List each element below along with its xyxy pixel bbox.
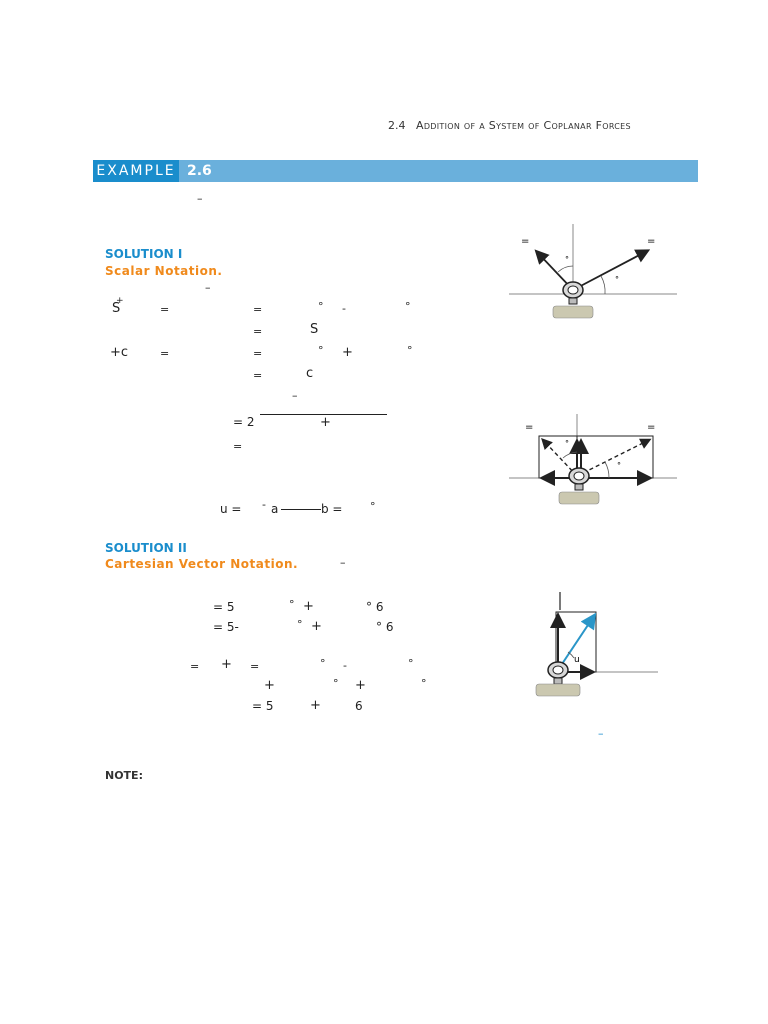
angle-2-deg: °: [615, 275, 619, 284]
angle-arc-1: [563, 452, 577, 458]
resultant-eq2: =: [233, 440, 243, 453]
figure-components: [505, 412, 685, 510]
example-bar: [93, 160, 698, 182]
solution-2-subtitle: Cartesian Vector Notation.: [105, 557, 299, 571]
ground-support: [536, 684, 580, 696]
fx-deg1: °: [318, 300, 324, 313]
eye-bolt: [569, 468, 589, 490]
angle-arc-1: [558, 266, 573, 272]
fy-result-eq: =: [253, 369, 263, 382]
f2-eq-label: =: [647, 236, 656, 247]
theta-label: u: [574, 655, 580, 665]
example-number: 2.6: [187, 163, 212, 179]
f1-plus: +: [303, 599, 314, 614]
fr-minus: -: [343, 659, 347, 672]
resultant-dash: –: [292, 389, 298, 402]
solution-1-subtitle: Scalar Notation.: [105, 264, 223, 278]
f2-plus: +: [311, 619, 322, 634]
angle-arc-2: [601, 276, 605, 294]
f1-deg2: ° 6: [366, 600, 384, 614]
tan-inverse: -: [262, 498, 266, 511]
fx-result-dir: S: [310, 322, 319, 337]
frr-plus: +: [310, 698, 321, 713]
f1-eq-label: =: [521, 236, 530, 247]
f2-eq-label: =: [647, 422, 656, 433]
resultant-eq: = 2: [233, 415, 255, 429]
solution-2-title: SOLUTION II: [105, 541, 187, 555]
frj-deg2: °: [421, 677, 427, 690]
fy-lhs: +c: [110, 345, 129, 360]
fx-minus: -: [342, 302, 346, 315]
theta-lhs: u =: [220, 502, 242, 516]
f1-eq: = 5: [213, 600, 235, 614]
eye-bolt: [563, 282, 583, 304]
fy-deg2: °: [407, 344, 413, 357]
fx-eq2: =: [253, 303, 263, 316]
solution-2-dash: –: [340, 556, 346, 569]
figure-resultant: [530, 588, 662, 698]
fr-deg2: °: [408, 657, 414, 670]
section-number: 2.4: [388, 119, 406, 132]
fy-deg1: °: [318, 344, 324, 357]
angle-arc-2: [605, 462, 609, 478]
fx-arrow: +: [116, 296, 124, 306]
f2-deg2: ° 6: [376, 620, 394, 634]
fy-plus: +: [342, 345, 353, 360]
force-f2-arrow: [573, 251, 647, 290]
angle-1-deg: °: [565, 255, 569, 264]
fraction-bar: [281, 509, 321, 510]
frj-deg: °: [333, 677, 339, 690]
solution-1-title: SOLUTION I: [105, 247, 183, 261]
note-label: NOTE:: [105, 769, 143, 782]
fr-plus: +: [221, 657, 232, 672]
paren-left: a: [271, 502, 279, 516]
frj-plus: +: [264, 678, 275, 693]
fx-result-eq: =: [253, 325, 263, 338]
f2-dashed: [577, 440, 649, 476]
fr-deg: °: [320, 657, 326, 670]
frr-eq: = 5: [252, 699, 274, 713]
frj-plus2: +: [355, 678, 366, 693]
fr-eq2: =: [250, 660, 260, 673]
f2-eq: = 5-: [213, 620, 239, 634]
angle-2-deg: °: [617, 461, 621, 470]
ground-support: [559, 492, 599, 504]
intro-dash: –: [197, 192, 203, 205]
angle-1-deg: °: [565, 439, 569, 448]
fx-eq1: =: [160, 303, 170, 316]
figure-forces: [505, 220, 685, 330]
fy-eq1: =: [160, 347, 170, 360]
example-label: EXAMPLE: [93, 160, 179, 182]
section-title: Addition of a System of Coplanar Forces: [416, 119, 631, 132]
solution-1-dash: –: [205, 281, 211, 294]
resultant-plus: +: [320, 415, 331, 430]
fy-eq2: =: [253, 347, 263, 360]
fy-result-dir: c: [306, 366, 314, 381]
f2-deg: °: [297, 618, 303, 631]
figure-caption-dash: –: [598, 727, 604, 740]
fx-deg2: °: [405, 300, 411, 313]
f1-eq-label: =: [525, 422, 534, 433]
eye-bolt: [548, 662, 568, 684]
frr-six: 6: [355, 699, 363, 713]
ground-support: [553, 306, 593, 318]
f1-deg: °: [289, 598, 295, 611]
theta-deg: °: [370, 500, 376, 513]
paren-right: b =: [321, 502, 343, 516]
fr-eq1: =: [190, 660, 200, 673]
fx-lhs: S: [112, 301, 121, 316]
